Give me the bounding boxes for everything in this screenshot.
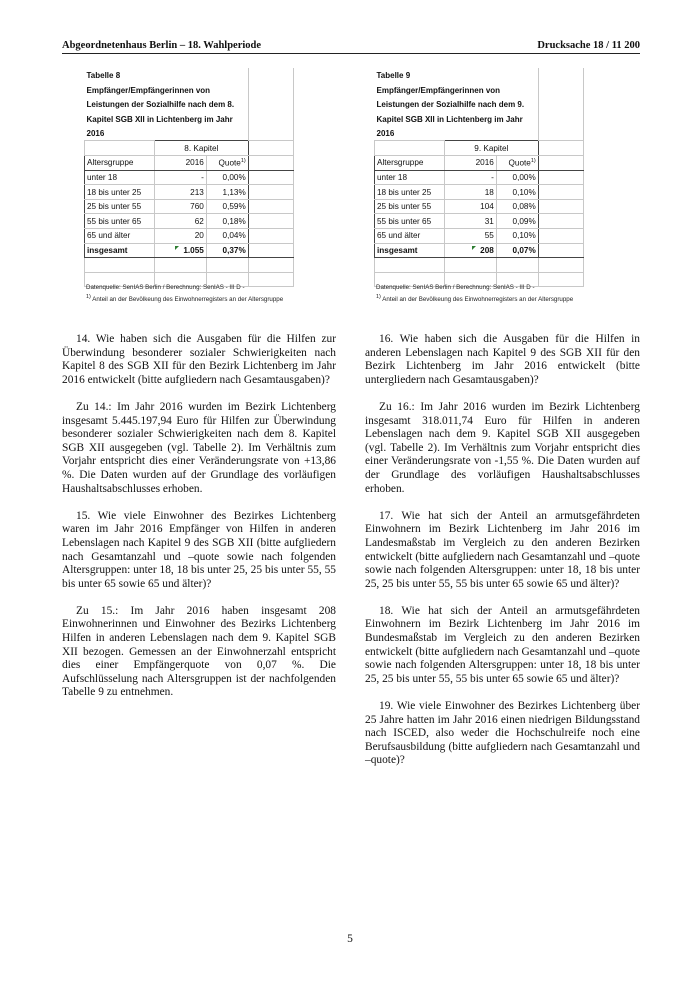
table-9	[374, 68, 584, 308]
table-row: 55 bis unter 65 31 0,09%	[375, 214, 584, 229]
question-16: 16. Wie haben sich die Ausgaben für die Hilfen in anderen Lebenslagen nach Kapitel 9 des SGB XII für den Bezirk Lichtenberg im Jahr 2016 entwickelt (bitte untergliedern nach Gesamtausgaben)?	[365, 333, 640, 386]
table-9-title-line: Empfänger/Empfängerinnen von	[376, 85, 501, 95]
question-18: 18. Wie hat sich der Anteil an armutsgefährdeten Einwohnern im Bezirk Lichtenberg im Jahr 2016 im Bundesmaßstab im Vergleich zu den anderen Bezirken entwickelt (bitte aufgliedern nach Gesamtanzahl und –quote sowie nach folgenden Altersgruppen: unter 18, 18 bis unter 25, 25 bis unter 55, 55 bis unter 65 sowie 65 und älter)?	[365, 604, 640, 685]
table-8	[84, 68, 294, 308]
table-9-title-line: Leistungen der Sozialhilfe nach dem 9.	[376, 100, 525, 110]
cell-comment-marker	[175, 246, 179, 250]
answer-15: Zu 15.: Im Jahr 2016 haben insgesamt 208 Einwohnerinnen und Einwohner des Bezirks Lichtenberg Hilfen in anderen Lebenslagen nach dem 9. Kapitel SGB XII bezogen. Gemessen an der Einwohnerzahl entspricht dies einer Empfängerquote von 0,07 %. Die Aufschlüsselung nach Altersgruppen ist der nachfolgenden Tabelle 9 zu entnehmen.	[62, 604, 336, 699]
table-9-col-quote: Quote$^{1)}$	[496, 156, 538, 171]
table-9-col-year: 2016	[444, 156, 496, 171]
question-19: 19. Wie viele Einwohner des Bezirkes Lichtenberg über 25 Jahre hatten im Jahr 2016 einen niedrigen Bildungsstand nach ISCED, also weder die Hochschulreife noch eine Berufsausbildung (bitte aufgliedern nach Gesamtanzahl und –quote)?	[365, 700, 640, 767]
table-8-title-line: Leistungen der Sozialhilfe nach dem 8.	[86, 100, 235, 110]
table-9-title-line: Kapitel SGB XII in Lichtenberg im Jahr	[376, 115, 523, 125]
header-right: Drucksache 18 / 11 200	[537, 40, 640, 51]
answer-16: Zu 16.: Im Jahr 2016 wurden im Bezirk Lichtenberg insgesamt 318.011,74 Euro für Hilfen in anderen Lebenslagen nach dem 9. Kapitel SGB XII ausgegeben (vgl. Tabelle 2). Im Verhältnis zum Vorjahr entspricht dies einer Veränderungsrate von -1,55 %. Die Daten wurden auf der Grundlage des vorläufigen Haushaltsabschlusses erhoben.	[365, 400, 640, 495]
table-row: 65 und älter 55 0,10%	[375, 229, 584, 244]
table-8-kapitel-header: 8. Kapitel	[154, 141, 248, 156]
header-left: Abgeordnetenhaus Berlin – 18. Wahlperiode	[62, 40, 262, 51]
table-total-row: insgesamt 208 0,07%	[375, 243, 584, 258]
table-8-col-quote: Quote$^{1)}$	[206, 156, 248, 171]
left-text-column	[62, 333, 336, 714]
table-8-col-year: 2016	[154, 156, 206, 171]
answer-14: Zu 14.: Im Jahr 2016 wurden im Bezirk Lichtenberg insgesamt 5.445.197,94 Euro für Hilfen zur Überwindung besonderer sozialer Schwierigkeiten nach dem 8. Kapitel SGB XII ausgegeben (vgl. Tabelle 2). Im Verhältnis zum Vorjahr entspricht dies einer Veränderungsrate von +13,86 %. Die Daten wurden auf der Grundlage des vorläufigen Haushaltsabschlusses erhoben.	[62, 400, 336, 495]
table-row: 25 bis unter 55 760 0,59%	[85, 199, 294, 214]
table-row: 65 und älter 20 0,04%	[85, 229, 294, 244]
table-8-grid	[84, 68, 294, 287]
table-8-title-line: Kapitel SGB XII in Lichtenberg im Jahr	[86, 115, 233, 125]
table-8-title-line: Empfänger/Empfängerinnen von	[86, 85, 211, 95]
table-row: unter 18 - 0,00%	[85, 170, 294, 185]
page-header	[62, 40, 640, 54]
cell-comment-marker	[472, 246, 476, 250]
table-row: 18 bis unter 25 18 0,10%	[375, 185, 584, 200]
table-total-row: insgesamt 1.055 0,37%	[85, 243, 294, 258]
table-9-col-altersgruppe: Altersgruppe	[375, 156, 445, 171]
table-8-col-altersgruppe: Altersgruppe	[85, 156, 155, 171]
table-9-source: Datenquelle: SenIAS Berlin / Berechnung: SenIAS - III D -	[376, 284, 535, 291]
table-8-source: Datenquelle: SenIAS Berlin / Berechnung: SenIAS - III D -	[86, 284, 245, 291]
table-row: 18 bis unter 25 213 1,13%	[85, 185, 294, 200]
question-17: 17. Wie hat sich der Anteil an armutsgefährdeten Einwohnern im Bezirk Lichtenberg im Jahr 2016 im Landesmaßstab im Vergleich zu den anderen Bezirken entwickelt (bitte aufgliedern nach Gesamtanzahl und –quote sowie nach folgenden Altersgruppen: unter 18, 18 bis unter 25, 25 bis unter 55, 55 bis unter 65 sowie 65 und älter)?	[365, 509, 640, 590]
right-text-column	[365, 333, 640, 782]
table-9-title-line: 2016	[376, 129, 395, 139]
table-row: 25 bis unter 55 104 0,08%	[375, 199, 584, 214]
table-row: unter 18 - 0,00%	[375, 170, 584, 185]
table-9-grid	[374, 68, 584, 287]
table-row: 55 bis unter 65 62 0,18%	[85, 214, 294, 229]
table-8-title: Tabelle 8	[86, 71, 121, 81]
table-8-title-line: 2016	[86, 129, 105, 139]
table-8-footnote: $^{1)}$ Anteil an der Bevölkeung des Einwohnerregisters an der Altersgruppe	[86, 294, 284, 304]
question-15: 15. Wie viele Einwohner des Bezirkes Lichtenberg waren im Jahr 2016 Empfänger von Hilfen in anderen Lebenslagen nach Kapitel 9 des SGB XII (bitte aufgliedern nach Gesamtanzahl und –quote sowie nach folgenden Altersgruppen: unter 18, 18 bis unter 25, 25 bis unter 55, 55 bis unter 65 sowie 65 und älter)?	[62, 509, 336, 590]
table-9-kapitel-header: 9. Kapitel	[444, 141, 538, 156]
table-9-footnote: $^{1)}$ Anteil an der Bevölkeung des Einwohnerregisters an der Altersgruppe	[376, 294, 574, 304]
page-number: 5	[347, 933, 353, 945]
question-14: 14. Wie haben sich die Ausgaben für die Hilfen zur Überwindung besonderer sozialer Schwierigkeiten nach Kapitel 8 des SGB XII für den Bezirk Lichtenberg im Jahr 2016 entwickelt (bitte aufgliedern nach Gesamtausgaben)?	[62, 333, 336, 386]
table-9-title: Tabelle 9	[376, 71, 411, 81]
